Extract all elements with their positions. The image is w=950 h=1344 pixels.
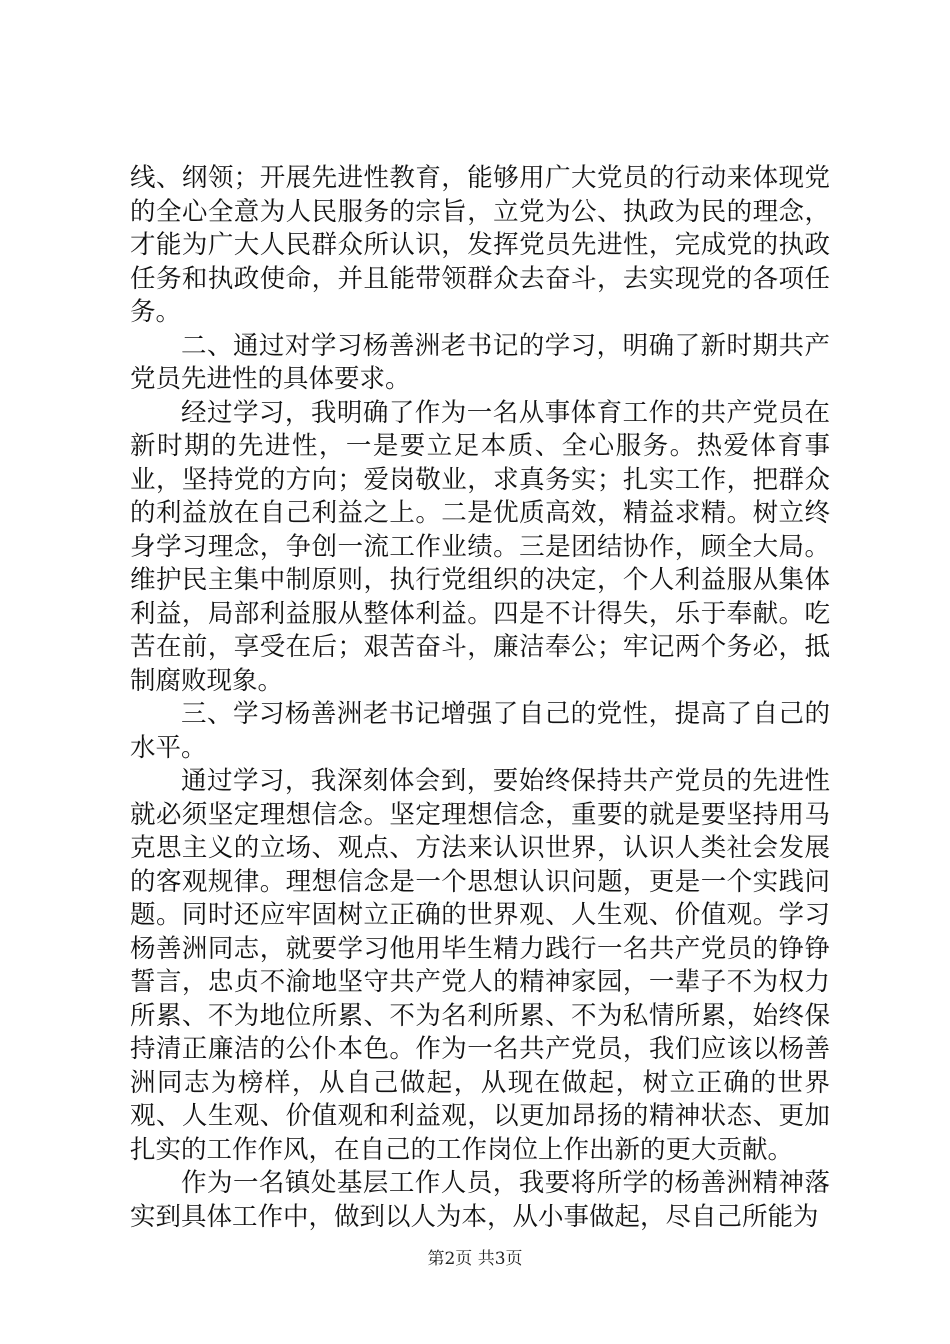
paragraph-6: 作为一名镇处基层工作人员，我要将所学的杨善洲精神落实到具体工作中，做到以人为本，从小事做起，尽自己所能为 [130,1168,830,1232]
paragraph-2-heading: 二、通过对学习杨善洲老书记的学习，明确了新时期共产党员先进性的具体要求。 [130,330,830,394]
paragraph-5: 通过学习，我深刻体会到，要始终保持共产党员的先进性就必须坚定理想信念。坚定理想信念，重要的就是要坚持用马克思主义的立场、观点、方法来认识世界，认识人类社会发展的客观规律。理想信念是一个思想认识问题，更是一个实践问题。同时还应牢固树立正确的世界观、人生观、价值观。学习杨善洲同志，就要学习他用毕生精力践行一名共产党员的铮铮誓言，忠贞不渝地坚守共产党人的精神家园，一辈子不为权力所累、不为地位所累、不为名利所累、不为私情所累，始终保持清正廉洁的公仆本色。作为一名共产党员，我们应该以杨善洲同志为榜样，从自己做起，从现在做起，树立正确的世界观、人生观、价值观和利益观，以更加昂扬的精神状态、更加扎实的工作作风，在自己的工作岗位上作出新的更大贡献。 [130,766,830,1165]
page-number-footer: 第2页 共3页 [427,1249,523,1269]
document-body [130,162,830,1234]
paragraph-4-heading: 三、学习杨善洲老书记增强了自己的党性，提高了自己的水平。 [130,699,830,763]
paragraph-1: 线、纲领；开展先进性教育，能够用广大党员的行动来体现党的全心全意为人民服务的宗旨，立党为公、执政为民的理念，才能为广大人民群众所认识，发挥党员先进性，完成党的执政任务和执政使命，并且能带领群众去奋斗，去实现党的各项任务。 [130,163,830,327]
paragraph-3: 经过学习，我明确了作为一名从事体育工作的共产党员在新时期的先进性，一是要立足本质、全心服务。热爱体育事业，坚持党的方向；爱岗敬业，求真务实；扎实工作，把群众的利益放在自己利益之上。二是优质高效，精益求精。树立终身学习理念，争创一流工作业绩。三是团结协作，顾全大局。维护民主集中制原则，执行党组织的决定，个人利益服从集体利益，局部利益服从整体利益。四是不计得失，乐于奉献。吃苦在前，享受在后；艰苦奋斗，廉洁奉公；牢记两个务必，抵制腐败现象。 [130,397,830,696]
